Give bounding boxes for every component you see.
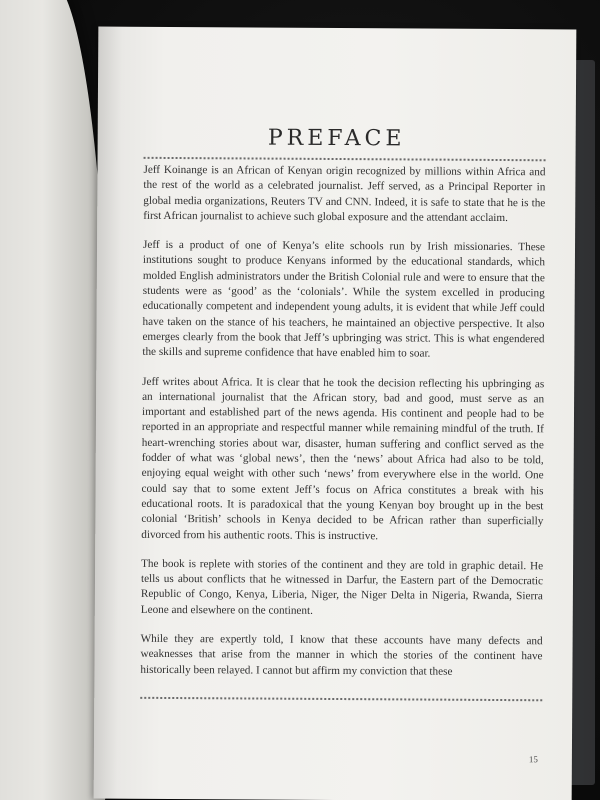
bottom-dotted-rule	[140, 697, 542, 701]
paragraph: While they are expertly told, I know that these accounts have many defects and weaknesses that arise from the manner in which the stories of the continent have historically been relayed. I cannot but affirm my conviction that these	[140, 632, 543, 678]
book-page	[94, 27, 577, 800]
paragraph: The book is replete with stories of the continent and they are told in graphic detail. He tells us about conflicts that he witnessed in Darfur, the Eastern part of the Democratic Republic of Congo, Kenya, Liberia, Niger, the Niger Delta in Nigeria, Rwanda, Sierra Leone and elsewhere on the continent.	[140, 557, 544, 617]
paragraph: Jeff is a product of one of Kenya’s elite schools run by Irish missionaries. These institutions sought to produce Kenyans informed by the educational standards, which molded English administrators under the British Colonial rule and were to ensure that the students were as ‘good’ as the ‘colonials’. While the system excelled in producing educationally competent and independent young adults, it is evident that while Jeff could have taken on the stance of his teachers, he maintained an objective perspective. It also emerges clearly from the book that Jeff’s upbringing was strict. This is what engendered the skills and supreme confidence that have enabled him to soar.	[142, 239, 546, 360]
top-dotted-rule	[144, 157, 546, 161]
page-title: PREFACE	[267, 125, 406, 152]
paragraph: Jeff Koinange is an African of Kenyan origin recognized by millions within Africa and the rest of the world as a celebrated journalist. Jeff served, as a Principal Reporter in global media organizations, Reuters TV and CNN. Indeed, it is safe to state that he is the first African journalist to achieve such global exposure and the attendant acclaim.	[143, 163, 546, 224]
paragraph: Jeff writes about Africa. It is clear that he took the decision reflecting his upbringing as an international journalist that the African story, bad and good, must serve as an important and established part of the news agenda. His continent and people had to be reported in an appropriate and respectful manner while remaining mindful of the truth. If heart-wrenching stories about war, disaster, human suffering and conflict served as the fodder of what was ‘global news’, then the ‘news’ about Africa had also to be told, enjoying equal weight with other such ‘news’ from everywhere else in the world. One could say that to some extent Jeff’s focus on Africa constitutes a break with his educational roots. It is paradoxical that the young Kenyan boy brought up in the best colonial ‘British’ schools in Kenya decided to be African rather than superficially divorced from his authentic roots. This is instructive.	[141, 375, 545, 542]
page-number: 15	[528, 754, 538, 765]
body-text	[140, 163, 545, 694]
